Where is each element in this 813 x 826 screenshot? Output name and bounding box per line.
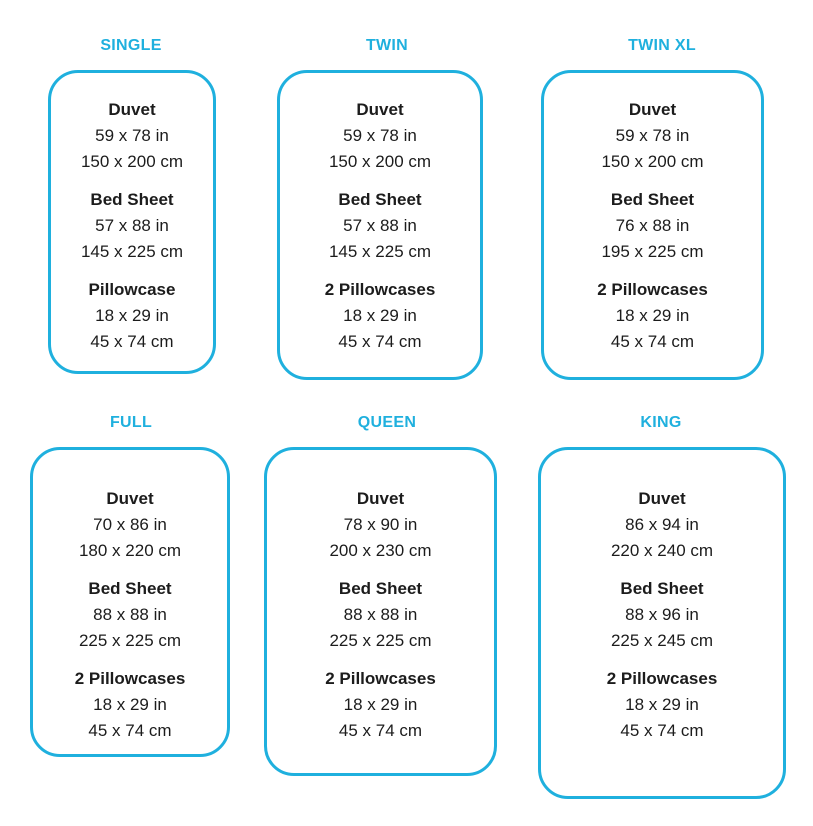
pillowcase-label: 2 Pillowcases (74, 669, 186, 688)
sheet-label: Bed Sheet (88, 579, 172, 598)
pillowcase-label: 2 Pillowcases (324, 280, 436, 299)
pillowcase-inches: 18 x 29 in (615, 306, 690, 325)
pillowcase-label: 2 Pillowcases (606, 669, 718, 688)
duvet-group (51, 97, 213, 175)
sheet-inches: 57 x 88 in (343, 216, 417, 235)
duvet-inches: 59 x 78 in (95, 126, 169, 145)
sheet-group (51, 187, 213, 265)
duvet-inches: 78 x 90 in (343, 515, 418, 534)
duvet-label: Duvet (628, 100, 677, 119)
sheet-group (280, 187, 480, 265)
pillowcase-cm: 45 x 74 cm (338, 721, 423, 740)
pillowcase-group (51, 277, 213, 355)
duvet-cm: 150 x 200 cm (601, 152, 704, 171)
duvet-cm: 150 x 200 cm (80, 152, 184, 171)
duvet-cm: 150 x 200 cm (328, 152, 432, 171)
sheet-group (267, 576, 494, 654)
pillowcase-label: Pillowcase (88, 280, 176, 299)
sheet-group (541, 576, 783, 654)
sheet-group (544, 187, 761, 265)
sheet-label: Bed Sheet (338, 579, 423, 598)
size-card-king (538, 447, 786, 799)
pillowcase-label: 2 Pillowcases (597, 280, 708, 299)
pillowcase-inches: 18 x 29 in (95, 306, 169, 325)
duvet-cm: 220 x 240 cm (610, 541, 714, 560)
sheet-cm: 225 x 245 cm (610, 631, 714, 650)
sheet-inches: 57 x 88 in (95, 216, 169, 235)
pillowcase-group (544, 277, 761, 355)
duvet-group (267, 486, 494, 564)
sheet-cm: 145 x 225 cm (80, 242, 184, 261)
pillowcase-inches: 18 x 29 in (343, 695, 418, 714)
sheet-label: Bed Sheet (610, 190, 695, 209)
size-card-twin (277, 70, 483, 380)
size-title-twin-xl: TWIN XL (628, 37, 696, 54)
duvet-group (544, 97, 761, 175)
size-card-queen (264, 447, 497, 776)
size-card-twin-xl (541, 70, 764, 380)
duvet-inches: 59 x 78 in (343, 126, 417, 145)
pillowcase-cm: 45 x 74 cm (88, 721, 172, 740)
duvet-label: Duvet (356, 100, 404, 119)
sheet-group (33, 576, 227, 654)
duvet-inches: 70 x 86 in (93, 515, 167, 534)
pillowcase-group (33, 666, 227, 744)
sheet-label: Bed Sheet (338, 190, 422, 209)
sheet-cm: 225 x 225 cm (78, 631, 182, 650)
pillowcase-inches: 18 x 29 in (343, 306, 417, 325)
pillowcase-group (267, 666, 494, 744)
size-card-single (48, 70, 216, 374)
sheet-inches: 88 x 88 in (93, 605, 167, 624)
pillowcase-label: 2 Pillowcases (325, 669, 436, 688)
size-card-full (30, 447, 230, 757)
duvet-cm: 180 x 220 cm (78, 541, 182, 560)
size-title-single: SINGLE (100, 37, 162, 54)
sheet-inches: 76 x 88 in (615, 216, 690, 235)
duvet-group (280, 97, 480, 175)
duvet-label: Duvet (638, 489, 686, 508)
duvet-group (33, 486, 227, 564)
duvet-inches: 86 x 94 in (625, 515, 699, 534)
pillowcase-group (541, 666, 783, 744)
pillowcase-inches: 18 x 29 in (625, 695, 699, 714)
size-title-full: FULL (109, 414, 153, 431)
pillowcase-group (280, 277, 480, 355)
sheet-inches: 88 x 88 in (343, 605, 418, 624)
pillowcase-cm: 45 x 74 cm (338, 332, 422, 351)
sheet-cm: 145 x 225 cm (328, 242, 432, 261)
pillowcase-inches: 18 x 29 in (93, 695, 167, 714)
duvet-inches: 59 x 78 in (615, 126, 690, 145)
duvet-label: Duvet (108, 100, 156, 119)
sheet-inches: 88 x 96 in (625, 605, 699, 624)
pillowcase-cm: 45 x 74 cm (90, 332, 174, 351)
size-title-king: KING (640, 414, 682, 431)
duvet-group (541, 486, 783, 564)
size-title-twin: TWIN (365, 37, 409, 54)
size-title-queen: QUEEN (357, 414, 417, 431)
sheet-cm: 225 x 225 cm (329, 631, 432, 650)
duvet-label: Duvet (356, 489, 405, 508)
duvet-label: Duvet (106, 489, 154, 508)
duvet-cm: 200 x 230 cm (329, 541, 432, 560)
pillowcase-cm: 45 x 74 cm (620, 721, 704, 740)
sheet-label: Bed Sheet (620, 579, 704, 598)
pillowcase-cm: 45 x 74 cm (610, 332, 695, 351)
sheet-label: Bed Sheet (90, 190, 174, 209)
sheet-cm: 195 x 225 cm (601, 242, 704, 261)
